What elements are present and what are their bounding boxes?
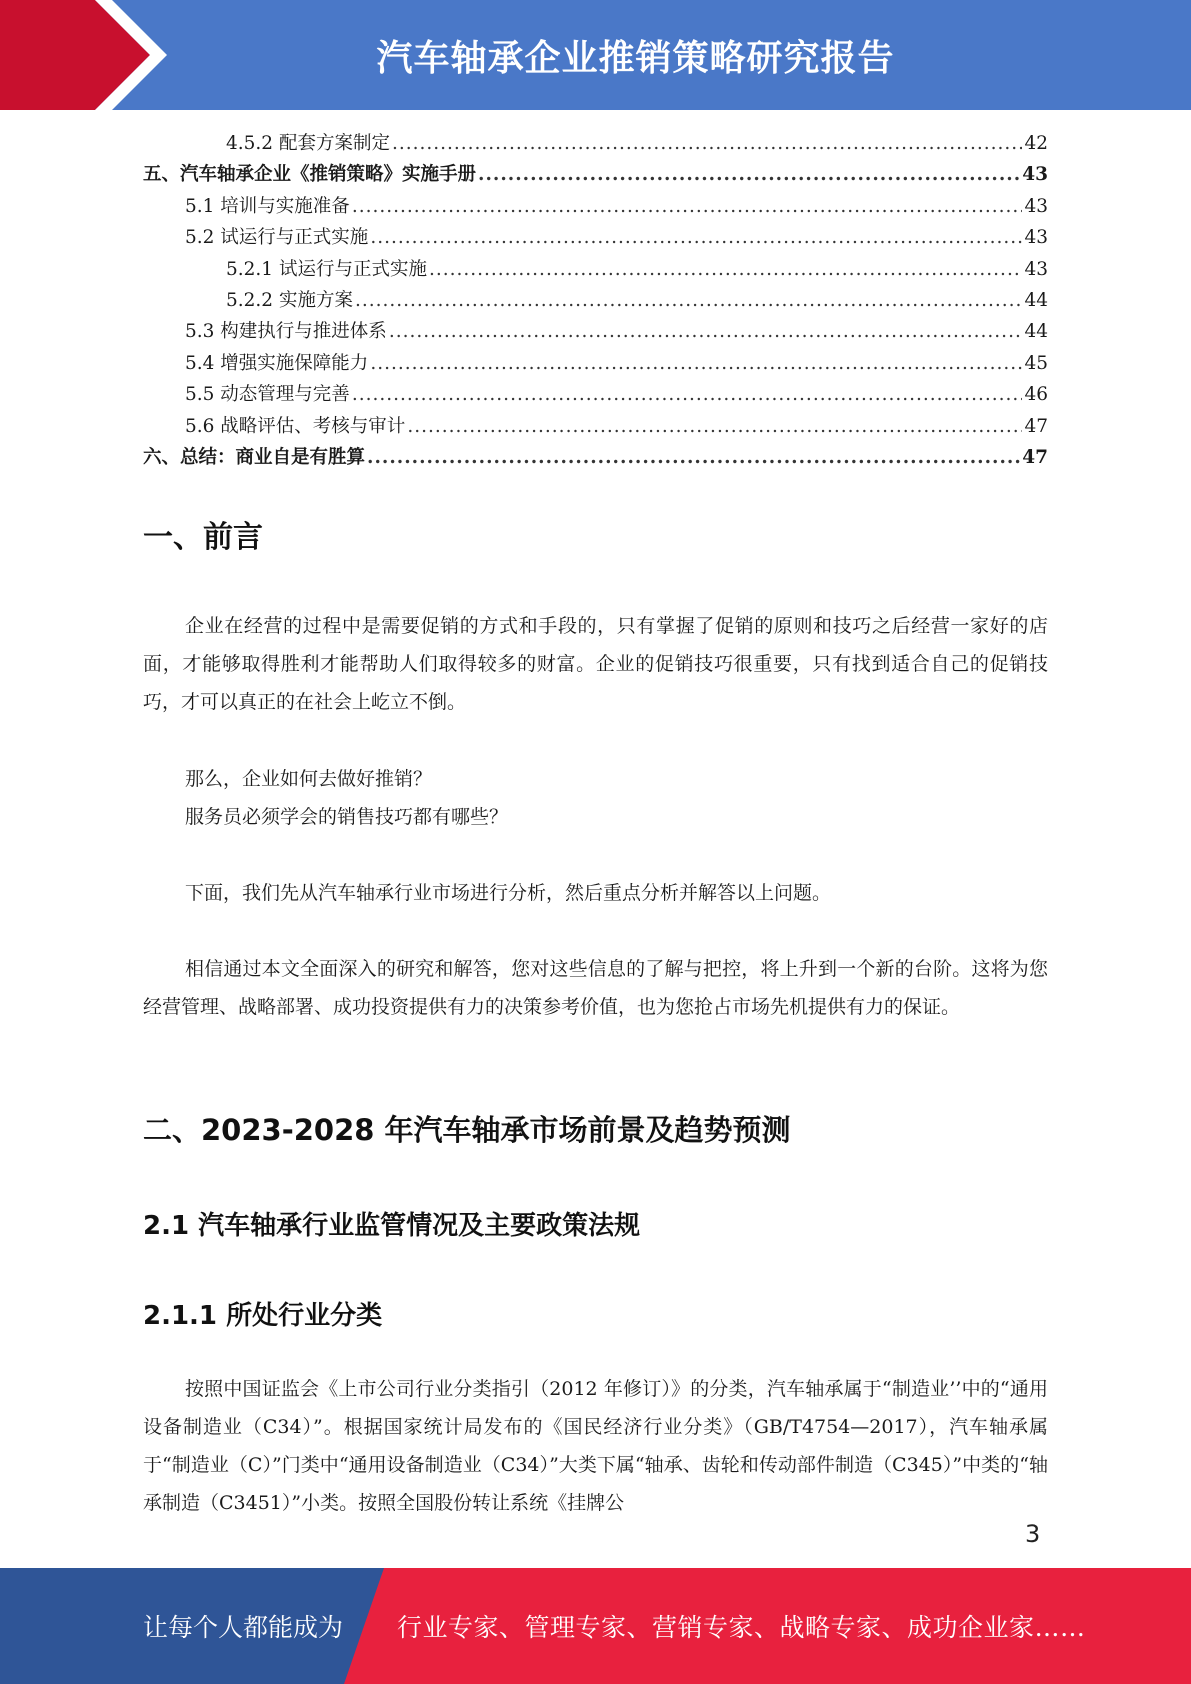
preface-paragraph-3: 相信通过本文全面深入的研究和解答，您对这些信息的了解与把控，将上升到一个新的台阶。这将为您经营管理、战略部署、成功投资提供有力的决策参考价值，也为您抢占市场先机提供有力的保证。 [143,958,1048,1018]
toc-label: 5.6 战略评估、考核与审计 [185,415,406,437]
toc-leader [370,348,1022,379]
table-of-contents [143,128,1048,473]
toc-label: 5.2.2 实施方案 [226,289,353,311]
preface-heading: 一、前言 [143,520,263,555]
toc-label: 五、汽车轴承企业《推销策略》实施手册 [143,164,477,186]
toc-label: 六、总结：商业自是有胜算 [143,446,366,468]
toc-entry[interactable] [143,411,1048,442]
preface-paragraph-1: 企业在经营的过程中是需要促销的方式和手段的，只有掌握了促销的原则和技巧之后经营一家好的店面，才能够取得胜利才能帮助人们取得较多的财富。企业的促销技巧很重要，只有找到适合自己的促销技巧，才可以真正的在社会上屹立不倒。 [143,615,1048,713]
toc-entry[interactable] [143,128,1048,159]
toc-page: 43 [1024,258,1048,280]
toc-label: 5.1 培训与实施准备 [185,195,350,217]
toc-leader [367,442,1020,473]
page-number: 3 [1025,1520,1041,1548]
page-footer [0,1568,1191,1684]
toc-leader [355,285,1023,316]
toc-leader [392,128,1022,159]
toc-page: 44 [1024,289,1048,311]
toc-label: 5.5 动态管理与完善 [185,384,350,406]
toc-label: 5.4 增强实施保障能力 [185,352,369,374]
toc-page: 47 [1024,415,1048,437]
preface-question-2: 服务员必须学会的销售技巧都有哪些？ [185,806,509,828]
footer-slogan-right: 行业专家、管理专家、营销专家、战略专家、成功企业家…… [397,1613,1086,1642]
toc-entry[interactable] [143,316,1048,347]
page-header [0,0,1191,110]
toc-page: 45 [1024,352,1048,374]
toc-label: 5.3 构建执行与推进体系 [185,321,387,343]
toc-page: 42 [1024,133,1048,154]
preface-question-1: 那么，企业如何去做好推销？ [185,768,433,790]
toc-label: 5.2.1 试运行与正式实施 [226,258,427,280]
toc-leader [407,411,1022,442]
toc-leader [370,222,1022,253]
footer-slogan-left: 让每个人都能成为 [143,1613,344,1642]
toc-entry[interactable] [143,379,1048,410]
toc-leader [389,316,1023,347]
toc-page: 43 [1024,195,1048,217]
toc-entry[interactable] [143,222,1048,253]
preface-paragraph-2: 下面，我们先从汽车轴承行业市场进行分析，然后重点分析并解答以上问题。 [185,882,832,904]
toc-entry[interactable] [143,348,1048,379]
toc-entry[interactable] [143,285,1048,316]
section-2-1-1-heading: 2.1.1 所处行业分类 [143,1301,383,1331]
toc-page: 46 [1024,384,1048,406]
toc-leader [352,191,1023,222]
header-title: 汽车轴承企业推销策略研究报告 [376,37,895,79]
toc-page: 44 [1024,321,1048,343]
section-2-1-heading: 2.1 汽车轴承行业监管情况及主要政策法规 [143,1211,641,1241]
chapter-2-heading: 二、2023-2028 年汽车轴承市场前景及趋势预测 [143,1113,791,1147]
toc-leader [478,159,1020,190]
toc-page: 43 [1022,164,1048,186]
toc-page: 43 [1024,227,1048,249]
toc-entry[interactable] [143,159,1048,190]
toc-leader [352,379,1023,410]
section-2-1-1-paragraph: 按照中国证监会《上市公司行业分类指引（2012 年修订）》的分类，汽车轴承属于“制造业’’中的“通用设备制造业（C34）”。根据国家统计局发布的《国民经济行业分类》（GB/T4754—2017），汽车轴承属于“制造业（C）”门类中“通用设备制造业（C34）”大类下属“轴承、齿轮和传动部件制造（C345）”中类的“轴承制造（C3451）”小类。按照全国股份转让系统《挂牌公 [143,1378,1048,1514]
toc-label: 4.5.2 配套方案制定 [226,133,390,154]
toc-entry[interactable] [143,191,1048,222]
toc-page: 47 [1022,446,1048,468]
toc-label: 5.2 试运行与正式实施 [185,227,369,249]
toc-entry[interactable] [143,254,1048,285]
toc-entry[interactable] [143,442,1048,473]
toc-leader [429,254,1022,285]
